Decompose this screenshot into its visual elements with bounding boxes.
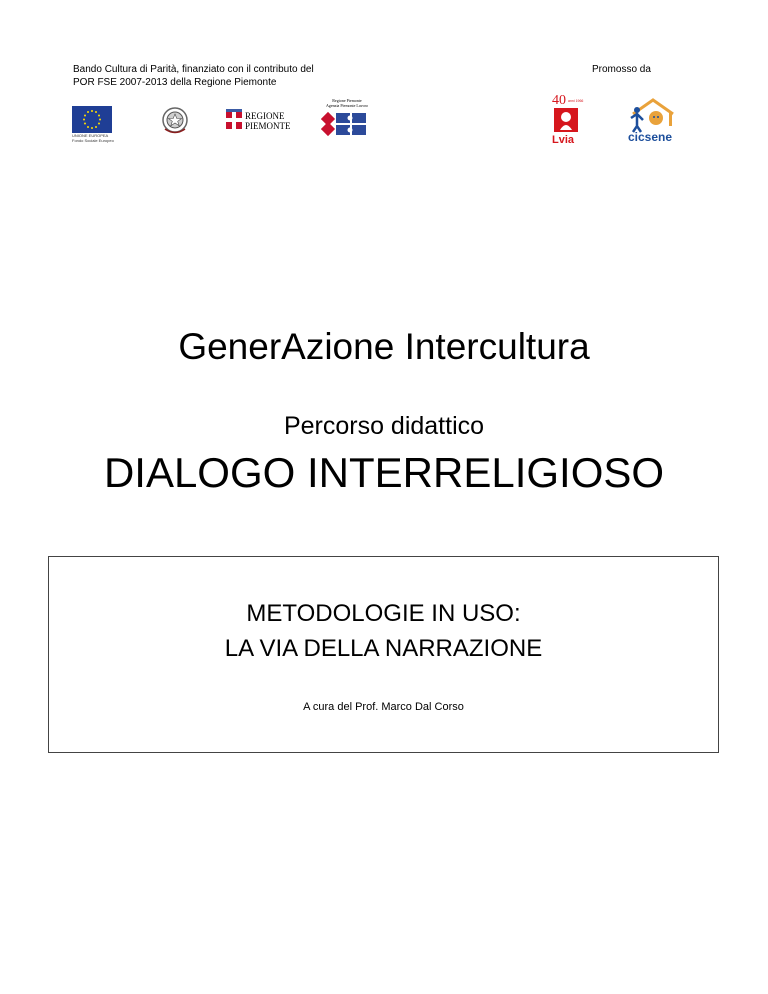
course-title: DIALOGO INTERRELIGIOSO (103, 449, 665, 496)
curator-credit: A cura del Prof. Marco Dal Corso (303, 701, 464, 713)
lvia-anni-text: anni 1966 (568, 99, 584, 103)
funding-statement (73, 63, 314, 89)
agenzia-caption-line-1: Regione Piemonte (332, 98, 362, 103)
lvia-name: Lvia (552, 134, 575, 145)
regione-text: REGIONE (245, 111, 285, 121)
piemonte-text: PIEMONTE (245, 121, 290, 131)
regione-piemonte-logo (226, 109, 290, 131)
funding-line-2: POR FSE 2007-2013 della Regione Piemonte (73, 77, 277, 88)
eu-caption: UNIONE EUROPEA Fondo Sociale Europeo (72, 133, 114, 143)
topic-heading (49, 596, 718, 666)
topic-box (48, 556, 719, 753)
document-subtitle: Percorso didattico (283, 412, 485, 440)
lvia-anniversary-number: 40 (552, 93, 566, 108)
document-title: GenerAzione Intercultura (178, 326, 590, 367)
cicsene-logo (623, 96, 678, 143)
topic-line-1: METODOLOGIE IN USO: (246, 600, 521, 627)
italian-republic-emblem-icon (161, 104, 189, 136)
agenzia-caption (320, 98, 374, 108)
agenzia-piemonte-lavoro-logo-icon (321, 111, 371, 137)
funding-line-1: Bando Cultura di Parità, finanziato con il contributo del (73, 64, 314, 75)
promoted-by-label: Promosso da (592, 64, 651, 75)
regione-piemonte-shield-icon (226, 109, 290, 131)
topic-line-2: LA VIA DELLA NARRAZIONE (224, 635, 543, 662)
agenzia-caption-line-2: Agenzia Piemonte Lavoro (326, 103, 368, 108)
lvia-logo (546, 90, 586, 145)
cicsene-name: cicsene (628, 130, 673, 143)
eu-flag-icon (72, 106, 112, 133)
